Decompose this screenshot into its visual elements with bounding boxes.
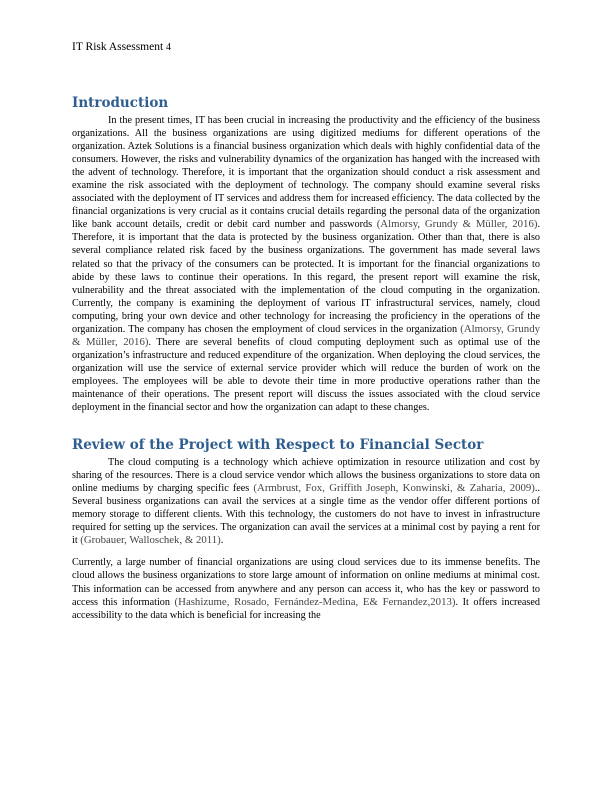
text-run: The cloud computing is a technology which achieve optimization in resource utilization and cost by sharing of the resources. There is a cloud service vendor which allows the business organizations to store data on online mediums by charging specific fees xyxy=(72,457,540,495)
citation: (Almorsy, Grundy & Müller, 2016) xyxy=(376,218,538,231)
section-spacer xyxy=(72,414,540,436)
text-run: . There are several benefits of cloud computing deployment such as optimal use of the organization’s infrastructure and reduced expenditure of the organization. When deploying the cloud services, the organization will use the service of external service provider which will reduce the burden of work on the employees. The employees will be able to devote their time in more productive operations rather than the maintenance of their operations. The present report will discuss the issues associated with the cloud service deployment in the financial sector and how the organization can adapt to these changes. xyxy=(72,336,540,414)
citation: (Almorsy, Grundy & Müller, 2016) xyxy=(72,322,540,348)
section-heading-introduction: Introduction xyxy=(72,95,169,111)
review-paragraph-1 xyxy=(72,456,540,547)
text-run: . Therefore, it is important that the data is protected by the business organization. Other than that, there is also several compliance related risk faced by the business organizations. The government has made several laws related so that the privacy of the consumers can be protected. It is important for the financial organizations to abide by these laws to continue their operations. In this regard, the present report will examine the risk, vulnerability and the threat associated with the implementation of the cloud computing in the organization. Currently, the company is examining the deployment of various IT infrastructural services, namely, cloud computing, bring your own device and other technology for increasing the proficiency in the operations of the organization. The company has chosen the employment of cloud services in the organization xyxy=(72,219,540,335)
text-run: In the present times, IT has been crucial in increasing the productivity and the efficiency of the business organizations. All the business organizations are using digitized mediums for different operations of the organization. Aztek Solutions is a financial business organization which deals with highly confidential data of the consumers. However, the risks and vulnerability dynamics of the organization has hanged with the increased with the advent of technology. Therefore, it is important that the organization should conduct a risk assessment and examine the risk associated with the deployment of technology. The company should examine several risks associated with the deployment of IT services and address them for increased efficiency. The data collected by the financial organizations is very crucial as it contains crucial details regarding the personal data of the organization like bank account details, credit or debit card number and passwords xyxy=(72,115,540,231)
text-run: . xyxy=(220,535,224,547)
review-paragraph-2 xyxy=(72,556,540,621)
citation: (Armbrust, Fox, Griffith Joseph, Konwinski, & Zaharia, 2009) xyxy=(253,482,535,495)
paragraph-spacer xyxy=(72,547,540,556)
text-run: .. Several business organizations can avail the services at a single time as the vendor offer different portions of memory storage to different clients. With this technology, the customers do not have to invest in infrastructure required for setting up the services. The organization can avail the services at a minimal cost by paying a rent for it xyxy=(72,483,540,547)
document-body xyxy=(72,94,540,622)
section-heading-review: Review of the Project with Respect to Financial Sector xyxy=(72,437,484,454)
citation: (Grobauer, Walloschek, & 2011) xyxy=(80,534,221,547)
header-title: IT Risk Assessment xyxy=(72,41,164,53)
text-run: . It offers increased accessibility to the data which is beneficial for increasing the xyxy=(72,596,540,621)
page-number: 4 xyxy=(166,42,172,53)
citation: (Hashizume, Rosado, Fernández-Medina, E& Fernandez,2013) xyxy=(174,595,456,608)
text-run: Currently, a large number of financial organizations are using cloud services due to its immense benefits. The cloud allows the business organizations to store large amount of information on online mediums at minimal cost. This information can be accessed from anywhere and any person can access it, who has the key or password to access this information xyxy=(72,557,540,608)
page-header xyxy=(72,40,171,55)
introduction-paragraph xyxy=(72,114,540,414)
